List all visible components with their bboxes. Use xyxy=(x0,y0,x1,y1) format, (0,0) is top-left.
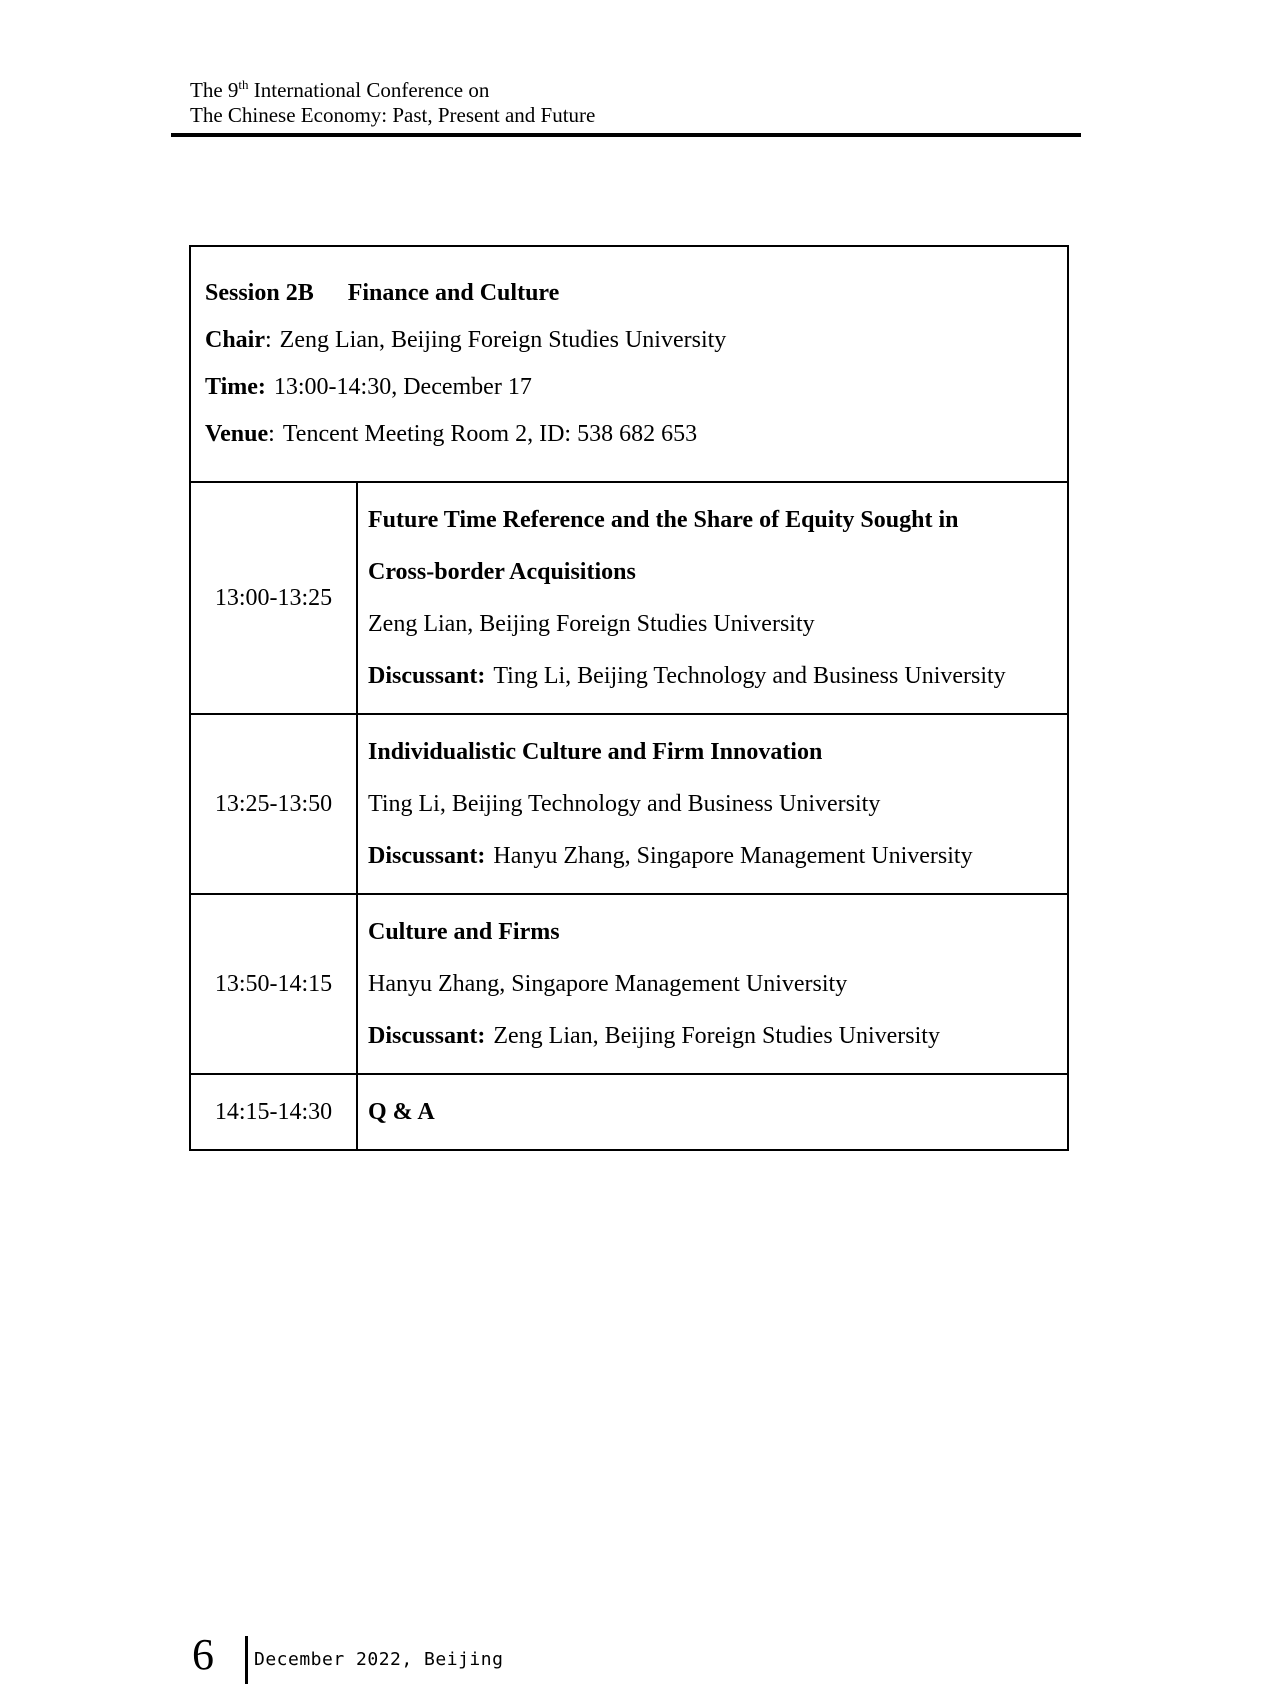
discussant-label: Discussant: xyxy=(368,663,486,689)
session-label: Session 2B xyxy=(205,280,314,306)
content-cell xyxy=(358,483,1067,713)
time-cell: 14:15-14:30 xyxy=(191,1075,358,1149)
session-heading xyxy=(205,270,1057,317)
discussant-label: Discussant: xyxy=(368,843,486,869)
presenter-name: Ting Li, Beijing Technology and Business University xyxy=(368,791,881,817)
footer-divider-bar xyxy=(245,1636,248,1684)
session-title: Finance and Culture xyxy=(347,280,560,306)
schedule-row xyxy=(191,483,1067,715)
discussant-label: Discussant: xyxy=(368,1023,486,1049)
venue-value: Tencent Meeting Room 2, ID: 538 682 653 xyxy=(282,421,698,447)
discussant-line xyxy=(368,650,1061,702)
header-rule xyxy=(171,133,1081,137)
schedule-body xyxy=(191,483,1067,1149)
time-cell: 13:00-13:25 xyxy=(191,483,358,713)
discussant-line xyxy=(368,1010,1061,1062)
time-cell: 13:50-14:15 xyxy=(191,895,358,1073)
discussant-name: Hanyu Zhang, Singapore Management University xyxy=(493,843,973,869)
schedule-row xyxy=(191,1075,1067,1149)
content-cell xyxy=(358,895,1067,1073)
session-info-cell xyxy=(191,247,1067,483)
ordinal-superscript: th xyxy=(238,77,249,92)
venue-separator: : xyxy=(268,421,275,447)
schedule-row xyxy=(191,895,1067,1075)
session-table xyxy=(189,245,1069,1151)
schedule-row xyxy=(191,715,1067,895)
session-time-line xyxy=(205,364,1057,411)
content-cell xyxy=(358,715,1067,893)
chair-label: Chair xyxy=(205,327,265,353)
paper-title-line: Individualistic Culture and Firm Innovation xyxy=(368,739,823,765)
footer-text: December 2022, Beijing xyxy=(254,1649,504,1670)
running-header-line2: The Chinese Economy: Past, Present and Future xyxy=(190,103,596,127)
presenter-name: Zeng Lian, Beijing Foreign Studies University xyxy=(368,611,815,637)
paper-title-line: Future Time Reference and the Share of Equity Sought in xyxy=(368,507,959,533)
running-header-line1-suffix: International Conference on xyxy=(248,78,490,102)
venue-label: Venue xyxy=(205,421,269,447)
content-cell xyxy=(358,1075,1067,1149)
discussant-name: Zeng Lian, Beijing Foreign Studies University xyxy=(493,1023,940,1049)
session-venue-line xyxy=(205,411,1057,458)
page-number: 6 xyxy=(192,1630,214,1679)
paper-title-line: Cross-border Acquisitions xyxy=(368,559,636,585)
discussant-name: Ting Li, Beijing Technology and Business University xyxy=(493,663,1006,689)
chair-name: Zeng Lian, Beijing Foreign Studies University xyxy=(279,327,727,353)
discussant-line xyxy=(368,830,1061,882)
time-label: Time: xyxy=(205,374,266,400)
session-chair-line xyxy=(205,317,1057,364)
chair-separator: : xyxy=(265,327,272,353)
paper-title-line: Culture and Firms xyxy=(368,919,560,945)
running-header-line1-prefix: The 9 xyxy=(190,78,239,102)
paper-title-line: Q & A xyxy=(368,1099,435,1125)
presenter-name: Hanyu Zhang, Singapore Management University xyxy=(368,971,848,997)
time-value: 13:00-14:30, December 17 xyxy=(273,374,532,400)
running-header-line1 xyxy=(190,78,595,103)
page-running-header xyxy=(190,78,595,128)
time-cell: 13:25-13:50 xyxy=(191,715,358,893)
